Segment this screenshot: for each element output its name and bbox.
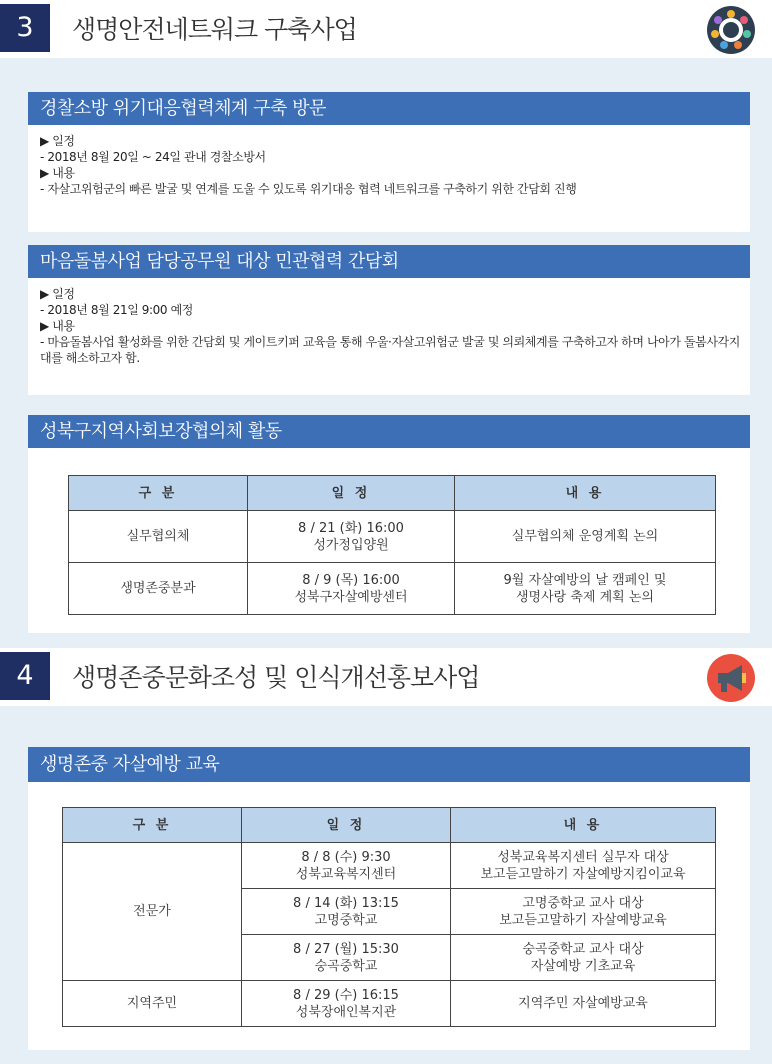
content-text: - 마음돌봄사업 활성화를 위한 간담회 및 게이트키퍼 교육을 통해 우울·자살고위험군 발굴 및 의뢰체계를 구축하고자 하며 나아가 돌봄사각지대를 해소하고자 함.: [40, 335, 740, 365]
panel-title: 생명존중 자살예방 교육: [28, 747, 750, 782]
schedule-date: 8 / 29 (수) 16:15: [293, 987, 399, 1003]
content-line: 고명중학교 교사 대상: [522, 895, 644, 911]
header-schedule: 일 정: [242, 808, 451, 843]
content-line: 지역주민 자살예방교육: [518, 996, 648, 1011]
row-content: [451, 843, 716, 889]
row-schedule: [248, 563, 455, 615]
content-line: 자살예방 기초교육: [530, 958, 636, 974]
civil-meeting-panel: [28, 245, 750, 395]
table-row: [63, 843, 716, 889]
section-title: 생명존중문화조성 및 인식개선홍보사업: [72, 663, 480, 692]
content-line: 보고듣고말하기 자살예방지킴이교육: [480, 866, 686, 882]
row-category: 전문가: [63, 843, 242, 981]
table-row: [69, 511, 716, 563]
row-schedule: [242, 843, 451, 889]
row-schedule: [242, 935, 451, 981]
content-text: - 자살고위험군의 빠른 발굴 및 연계를 도울 수 있도록 위기대응 협력 네트워크를 구축하기 위한 간담회 진행: [40, 182, 577, 196]
schedule-place: 성북교육복지센터: [295, 866, 397, 882]
header-schedule: 일 정: [248, 476, 455, 511]
table-header-row: [63, 808, 716, 843]
row-content: [451, 889, 716, 935]
content-line: 보고듣고말하기 자살예방교육: [499, 912, 667, 928]
section-number: 4: [0, 652, 50, 700]
education-panel: [28, 747, 750, 1050]
content-line: 9월 자살예방의 날 캠페인 및: [503, 572, 667, 588]
panel-title: 경찰소방 위기대응협력체계 구축 방문: [28, 92, 750, 125]
content-line: 생명사랑 축제 계획 논의: [516, 589, 654, 605]
schedule-place: 고명중학교: [314, 912, 378, 928]
table-header-row: [69, 476, 716, 511]
schedule-date: 8 / 8 (수) 9:30: [301, 849, 391, 865]
content-line: 실무협의체 운영계획 논의: [511, 529, 659, 544]
panel-title: 마음돌봄사업 담당공무원 대상 민관협력 간담회: [28, 245, 750, 278]
section-3-header: [0, 0, 772, 58]
row-schedule: [248, 511, 455, 563]
council-activity-panel: [28, 415, 750, 633]
schedule-date: 8 / 14 (화) 13:15: [293, 895, 399, 911]
schedule-date: 8 / 9 (목) 16:00: [302, 572, 400, 588]
education-table: [62, 807, 716, 1027]
schedule-text: - 2018년 8월 20일 ~ 24일 관내 경찰소방서: [40, 150, 266, 164]
schedule-heading: ▶ 일정: [40, 134, 75, 148]
section-number: 3: [0, 4, 50, 52]
panel-body: [28, 125, 750, 197]
table-row: [69, 563, 716, 615]
schedule-text: - 2018년 8월 21일 9:00 예정: [40, 303, 193, 317]
row-category: 지역주민: [63, 981, 242, 1027]
header-content: 내 용: [451, 808, 716, 843]
row-content: [455, 563, 716, 615]
content-line: 성북교육복지센터 실무자 대상: [497, 849, 669, 865]
row-content: [451, 935, 716, 981]
schedule-date: 8 / 21 (화) 16:00: [298, 520, 404, 536]
council-table: [68, 475, 716, 615]
panel-title: 성북구지역사회보장협의체 활동: [28, 415, 750, 448]
header-category: 구 분: [63, 808, 242, 843]
content-heading: ▶ 내용: [40, 166, 75, 180]
row-schedule: [242, 889, 451, 935]
schedule-place: 성북구자살예방센터: [294, 589, 408, 605]
section-4-header: [0, 648, 772, 706]
row-content: [455, 511, 716, 563]
section-title: 생명안전네트워크 구축사업: [72, 15, 357, 44]
schedule-date: 8 / 27 (월) 15:30: [293, 941, 399, 957]
header-category: 구 분: [69, 476, 248, 511]
row-schedule: [242, 981, 451, 1027]
schedule-place: 숭곡중학교: [314, 958, 378, 974]
table-row: [63, 981, 716, 1027]
schedule-place: 성가정입양원: [313, 537, 389, 553]
header-content: 내 용: [455, 476, 716, 511]
content-heading: ▶ 내용: [40, 319, 75, 333]
police-fire-panel: [28, 92, 750, 232]
row-category: 실무협의체: [69, 511, 248, 563]
schedule-place: 성북장애인복지관: [295, 1004, 397, 1020]
megaphone-icon: [706, 653, 756, 703]
content-line: 숭곡중학교 교사 대상: [522, 941, 644, 957]
row-content: [451, 981, 716, 1027]
network-people-icon: [706, 5, 756, 55]
schedule-heading: ▶ 일정: [40, 287, 75, 301]
row-category: 생명존중분과: [69, 563, 248, 615]
panel-body: [28, 278, 750, 366]
